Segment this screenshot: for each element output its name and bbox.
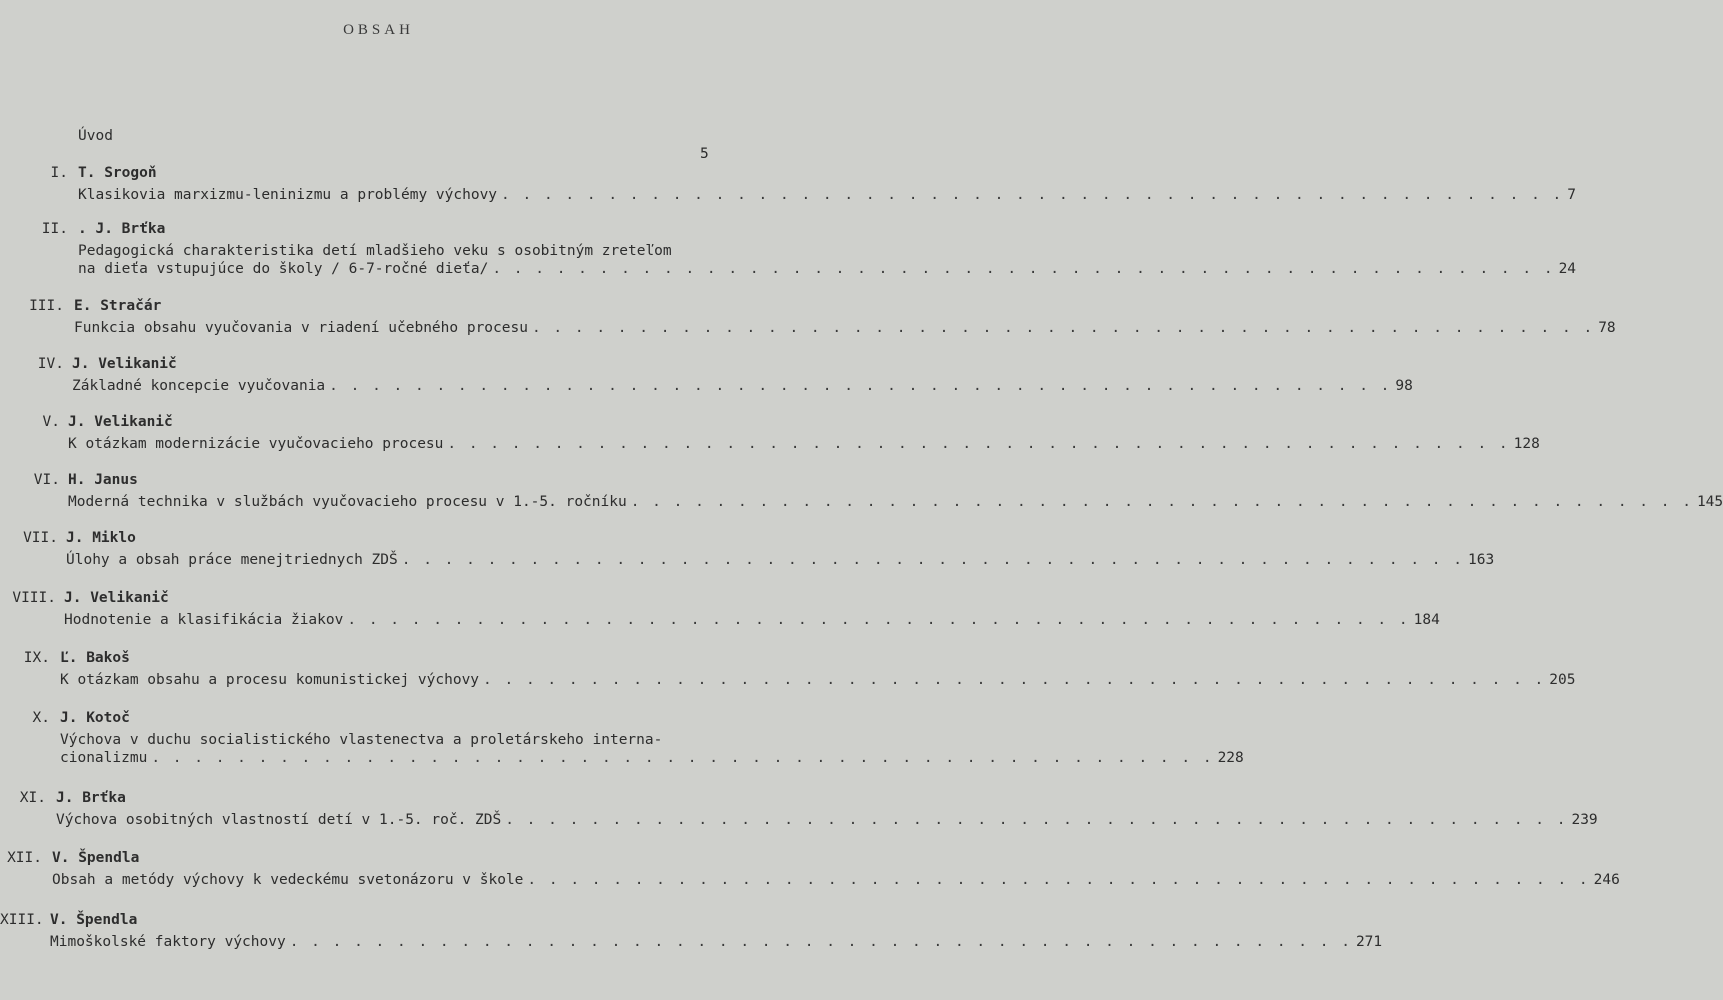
- chapter-title: Moderná technika v službách vyučovacieho procesu v 1.-5. ročníku: [68, 494, 627, 510]
- chapter-title: K otázkam modernizácie vyučovacieho procesu: [68, 436, 444, 452]
- chapter-title: na dieťa vstupujúce do školy / 6-7-ročné dieťa/: [78, 261, 489, 277]
- leader-dots: . . . . . . . . . . . . . . . . . . . . . . . . . . . . . . . . . . . . . . . . . . . . . . . . . .: [527, 872, 1590, 888]
- toc-entry-header: [0, 790, 126, 806]
- chapter-author: J. Miklo: [66, 530, 136, 546]
- chapter-author: H. Janus: [68, 472, 138, 488]
- chapter-title-line: [68, 436, 1540, 452]
- chapter-title: Úlohy a obsah práce menejtriednych ZDŠ: [66, 552, 398, 568]
- chapter-title-line: [68, 494, 1723, 510]
- chapter-author: J. Velikanič: [64, 590, 169, 606]
- chapter-title: Klasikovia marxizmu-leninizmu a problémy výchovy: [78, 187, 498, 203]
- chapter-page-number: 78: [1598, 320, 1616, 336]
- leader-dots: . . . . . . . . . . . . . . . . . . . . . . . . . . . . . . . . . . . . . . . . . . . . . . . . . .: [401, 552, 1464, 568]
- leader-dots: . . . . . . . . . . . . . . . . . . . . . . . . . . . . . . . . . . . . . . . . . . . . . . . . . .: [289, 934, 1352, 950]
- chapter-title: Výchova osobitných vlastností detí v 1.-5. roč. ZDŠ: [56, 812, 502, 828]
- chapter-title-line: [78, 243, 714, 259]
- chapter-number: XI.: [19, 790, 46, 806]
- chapter-title-line: [52, 872, 1620, 888]
- chapter-number: IX.: [23, 650, 50, 666]
- chapter-number: XII.: [7, 850, 42, 866]
- chapter-page-number: 145: [1696, 494, 1723, 510]
- leader-dots: . . . . . . . . . . . . . . . . . . . . . . . . . . . . . . . . . . . . . . . . . . . . . . . . . .: [483, 672, 1546, 688]
- chapter-author: . J. Brťka: [78, 221, 166, 237]
- chapter-author: Ľ. Bakoš: [60, 650, 130, 666]
- leader-dots: . . . . . . . . . . . . . . . . . . . . . . . . . . . . . . . . . . . . . . . . . . . . . . . . . .: [531, 320, 1595, 336]
- chapter-title-line: [78, 261, 1577, 277]
- chapter-number: VI.: [33, 472, 60, 488]
- chapter-title-line: [72, 378, 1413, 394]
- chapter-title-line: [66, 552, 1495, 568]
- chapter-number: II.: [41, 221, 68, 237]
- chapter-page-number: 7: [1567, 187, 1577, 203]
- leader-dots: . . . . . . . . . . . . . . . . . . . . . . . . . . . . . . . . . . . . . . . . . . . . . . . . . .: [347, 612, 1410, 628]
- chapter-author: J. Velikanič: [72, 356, 177, 372]
- chapter-author: E. Stračár: [74, 298, 162, 314]
- toc-entry-header: [0, 850, 139, 866]
- chapter-number: III.: [29, 298, 64, 314]
- chapter-page-number: 24: [1558, 261, 1577, 277]
- chapter-title-line: [78, 187, 1577, 203]
- chapter-title: Obsah a metódy výchovy k vedeckému svetonázoru v škole: [52, 872, 524, 888]
- intro-label: Úvod: [78, 128, 113, 144]
- chapter-author: V. Špendla: [50, 912, 138, 928]
- chapter-number: VII.: [23, 530, 58, 546]
- chapter-page-number: 163: [1467, 552, 1495, 568]
- toc-entry-header: [0, 472, 138, 488]
- intro-page-number: 5: [700, 146, 709, 162]
- chapter-number: VIII.: [12, 590, 56, 606]
- chapter-title-line: [60, 750, 1244, 766]
- chapter-number: XIII.: [0, 912, 44, 928]
- toc-entry-header: [0, 912, 137, 928]
- toc-entry-header: [0, 650, 130, 666]
- chapter-page-number: 271: [1355, 934, 1383, 950]
- chapter-title-line: [64, 612, 1440, 628]
- chapter-author: J. Kotoč: [60, 710, 130, 726]
- chapter-page-number: 246: [1593, 872, 1620, 888]
- chapter-author: V. Špendla: [52, 850, 140, 866]
- toc-entry-header: [0, 298, 161, 314]
- chapter-title: K otázkam obsahu a procesu komunistickej výchovy: [60, 672, 480, 688]
- chapter-title-line: [50, 934, 1383, 950]
- chapter-number: V.: [42, 414, 60, 430]
- chapter-author: J. Velikanič: [68, 414, 173, 430]
- chapter-author: J. Brťka: [56, 790, 126, 806]
- page-heading: OBSAH: [343, 22, 414, 38]
- toc-entry-header: [0, 530, 136, 546]
- chapter-title-line: [60, 732, 714, 748]
- chapter-title: Výchova v duchu socialistického vlastenectva a proletárskeho interna-: [60, 732, 663, 748]
- chapter-title-line: [74, 320, 1616, 336]
- leader-dots: . . . . . . . . . . . . . . . . . . . . . . . . . . . . . . . . . . . . . . . . . . . . . . . . . .: [630, 494, 1693, 510]
- chapter-title: Základné koncepcie vyučovania: [72, 378, 326, 394]
- chapter-page-number: 239: [1571, 812, 1598, 828]
- chapter-title: Hodnotenie a klasifikácia žiakov: [64, 612, 344, 628]
- chapter-title: Pedagogická charakteristika detí mladšieho veku s osobitným zreteľom: [78, 243, 672, 259]
- chapter-page-number: 228: [1217, 750, 1244, 766]
- chapter-page-number: 128: [1513, 436, 1540, 452]
- toc-entry-header: [0, 590, 169, 606]
- chapter-number: IV.: [37, 356, 64, 372]
- chapter-title: Mimoškolské faktory výchovy: [50, 934, 286, 950]
- chapter-title: cionalizmu: [60, 750, 148, 766]
- toc-entry-header: [0, 710, 130, 726]
- intro-label-line: [78, 128, 113, 144]
- chapter-page-number: 184: [1413, 612, 1440, 628]
- leader-dots: . . . . . . . . . . . . . . . . . . . . . . . . . . . . . . . . . . . . . . . . . . . . . . . . . .: [501, 187, 1564, 203]
- toc-entry-header: [0, 356, 177, 372]
- leader-dots: . . . . . . . . . . . . . . . . . . . . . . . . . . . . . . . . . . . . . . . . . . . . . . . . . .: [492, 261, 1555, 277]
- chapter-number: X.: [32, 710, 50, 726]
- leader-dots: . . . . . . . . . . . . . . . . . . . . . . . . . . . . . . . . . . . . . . . . . . . . . . . . . .: [151, 750, 1214, 766]
- leader-dots: . . . . . . . . . . . . . . . . . . . . . . . . . . . . . . . . . . . . . . . . . . . . . . . . . .: [447, 436, 1510, 452]
- toc-entry-header: [0, 165, 157, 181]
- toc-entry-header: [0, 221, 165, 237]
- chapter-title-line: [56, 812, 1598, 828]
- chapter-number: I.: [50, 165, 68, 181]
- chapter-author: T. Srogoň: [78, 165, 157, 181]
- toc-entry-header: [0, 414, 173, 430]
- chapter-title: Funkcia obsahu vyučovania v riadení učebného procesu: [74, 320, 528, 336]
- chapter-page-number: 98: [1395, 378, 1413, 394]
- leader-dots: . . . . . . . . . . . . . . . . . . . . . . . . . . . . . . . . . . . . . . . . . . . . . . . . . .: [329, 378, 1392, 394]
- leader-dots: . . . . . . . . . . . . . . . . . . . . . . . . . . . . . . . . . . . . . . . . . . . . . . . . . .: [505, 812, 1568, 828]
- chapter-page-number: 205: [1549, 672, 1576, 688]
- chapter-title-line: [60, 672, 1576, 688]
